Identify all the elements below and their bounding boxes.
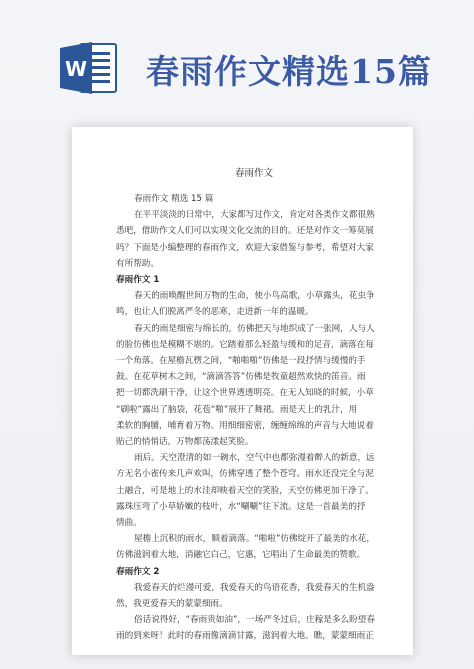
header (0, 0, 474, 110)
document-line: 土融合，可是地上的水洼却映着天空的笑脸，天空仿佛更加干净了。 (116, 485, 374, 496)
document-line: 春天的雨是细密与绵长的，仿佛把天与地织成了一张网，人与人 (134, 323, 375, 334)
document-body (116, 165, 378, 645)
document-title: 春雨作文 (234, 168, 273, 179)
document-lines (116, 191, 378, 645)
document-line: 然，我更爱春天的蒙蒙细雨。 (116, 599, 228, 610)
document-line: 雨后。天空澄清的如一碗水，空气中也都弥漫着醉人的新意，远 (134, 453, 375, 464)
document-line: 有所帮助。 (116, 258, 159, 269)
document-line: 我爱春天的烂漫可爱，我爱春天的鸟语花香，我爱春天的生机盎 (134, 582, 375, 593)
document-line: 贴己的悄悄话，万物都荡漾起笑脸。 (116, 437, 254, 448)
section-heading: 春雨作文 2 (116, 566, 160, 577)
document-line: 仿佛滋润着大地，消融它白己，它惠，它唱出了生命最美的赞歌。 (116, 550, 366, 561)
document-line: 的脸仿佛也是模糊不堪的。它踏着那么轻盈与缓和的足音，滴落在每 (116, 339, 374, 350)
document-line: 在平平淡淡的日常中，大家都写过作文，肯定对各类作文都很熟 (134, 210, 375, 221)
document-line: 春雨作文 精选 15 篇 (134, 194, 214, 204)
page-title: 春雨作文精选15篇 (146, 52, 432, 91)
document-line: 悉吧，借助作文人们可以实现文化交流的目的。还是对作文一筹莫展 (116, 226, 374, 237)
document-line: 一个角落。在屋檐瓦楞之间，“啪啪啪”仿佛是一段抒情与缓慢的手 (116, 356, 366, 367)
document-line: 把一切都洗刷干净，让这个世界透透明亮。在无人知晓的时候，小草 (116, 388, 374, 399)
document-line: 鼓。在花草树木之间，“滴滴答答”仿佛是牧童超然欢快的笛音。雨 (116, 372, 366, 383)
document-line: 俗话说得好，“春雨贵如油”，一场严冬过后，庄稼是多么盼望春 (134, 615, 375, 626)
document-line: 屋檐上沉积的雨水，顺着滴落。“啪啦”仿佛绽开了最美的水花， (134, 534, 375, 545)
document-line: 柔软的胸脯，哺育着万物。用细细密密，缠缠绵绵的声音与大地说着 (116, 420, 374, 431)
document-line: 露珠压弯了小草娇嫩的枝叶，水“唰唰”往下流。这是一首最美的抒 (116, 501, 366, 512)
document-line: 春天的雨唤醒世间万物的生命，使小鸟高歌，小草露头，花虫争 (134, 291, 375, 302)
document-line: 吗？下面是小编整理的春雨作文，欢迎大家借鉴与参考，希望对大家 (116, 242, 374, 253)
word-icon-letter: W (64, 57, 88, 81)
document-line: 雨的到来呀！此时的春雨像滴滴甘露，滋润着大地。瞧，蒙蒙细雨正 (116, 631, 374, 642)
document-line: 方无名小雀传来几声欢叫，仿佛穿透了整个苍穹。雨水还没完全与泥 (116, 469, 374, 480)
document-line: 鸣，也让人们脱离严冬的恶寒，走进新一年的温暖。 (116, 307, 314, 318)
document-line: “刷啦”露出了脑袋，花苞“啪”展开了舞裙。雨是天上的乳汁，用 (116, 404, 358, 415)
word-document-icon (58, 38, 122, 98)
document-line: 情曲。 (116, 518, 142, 529)
document-page (72, 127, 413, 655)
section-heading: 春雨作文 1 (116, 275, 160, 286)
